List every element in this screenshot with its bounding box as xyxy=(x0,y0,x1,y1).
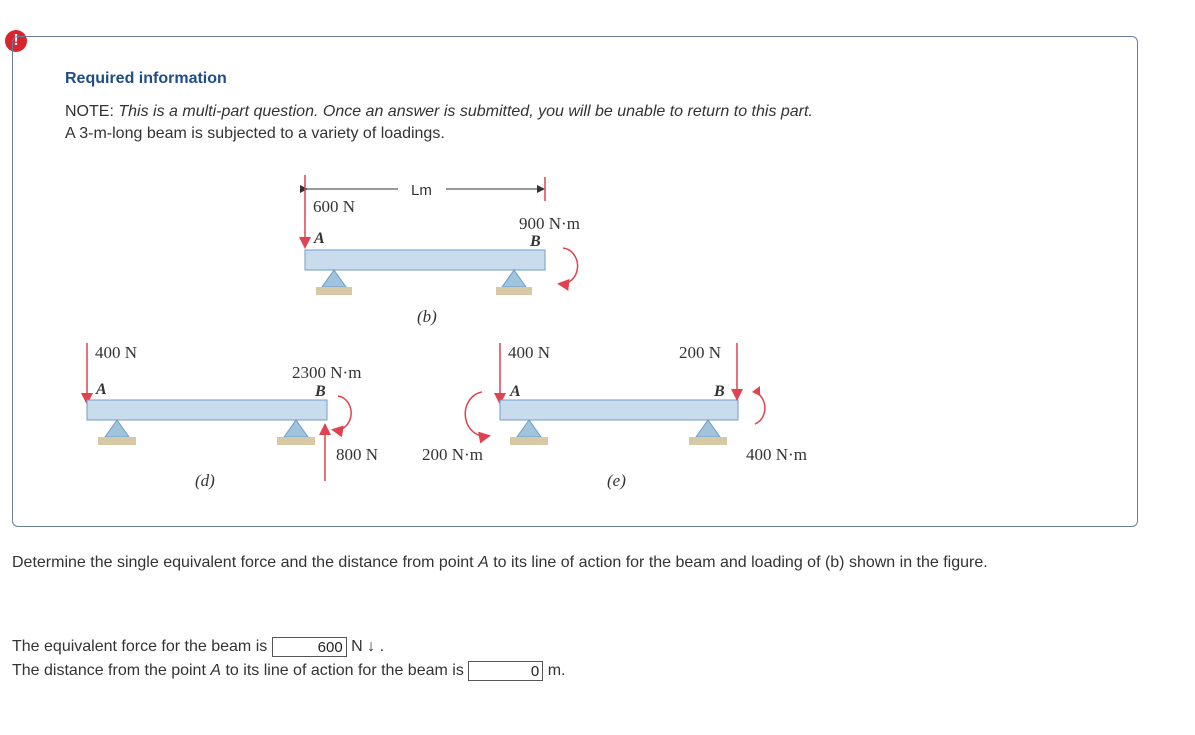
force-label-400n-e: 400 N xyxy=(508,343,551,362)
moment-arrow-200nm xyxy=(465,392,488,436)
force-answer-field[interactable]: 600 xyxy=(272,637,347,657)
point-a-label: A xyxy=(314,230,325,247)
moment-arrow-2300nm xyxy=(334,396,351,430)
point-b-label-d: B xyxy=(315,383,326,400)
problem-description: A 3-m-long beam is subjected to a variety of loadings. xyxy=(65,125,445,142)
ground-left-b xyxy=(316,287,352,295)
moment-arrow-900nm xyxy=(560,248,578,284)
point-a-label-d: A xyxy=(96,381,107,398)
ground-right-d xyxy=(277,437,315,445)
support-left-d xyxy=(105,420,129,437)
moment-label-2300nm: 2300 N·m xyxy=(292,363,362,382)
answer-distance-unit: m. xyxy=(547,662,566,680)
ground-left-e xyxy=(510,437,548,445)
answer-distance-row xyxy=(12,661,566,681)
answer-force-unit: N ↓ . xyxy=(351,638,385,656)
distance-answer-field[interactable]: 0 xyxy=(468,661,543,681)
force-label-800n: 800 N xyxy=(336,445,379,464)
answer-force-row xyxy=(12,637,384,657)
question-part2: to its line of action for the beam and loading of (b) shown in the figure. xyxy=(493,554,988,571)
caption-b: (b) xyxy=(417,307,437,326)
beam-b xyxy=(305,250,545,270)
support-left-e xyxy=(517,420,541,437)
moment-label-900nm: 900 N·m xyxy=(519,214,580,233)
question-part1: Determine the single equivalent force and the distance from point xyxy=(12,554,474,571)
required-info-title: Required information xyxy=(65,70,227,87)
support-right-b xyxy=(502,270,526,287)
support-right-e xyxy=(696,420,720,437)
force-label-400n-d: 400 N xyxy=(95,343,138,362)
dimension-label: Lm xyxy=(411,182,432,199)
support-right-d xyxy=(284,420,308,437)
ground-left-d xyxy=(98,437,136,445)
answer-distance-point: A xyxy=(210,662,222,680)
answer-distance-prefix2: to its line of action for the beam is xyxy=(225,662,464,680)
force-label-200n: 200 N xyxy=(679,343,722,362)
note-body: This is a multi-part question. Once an answer is submitted, you will be unable to return to this part. xyxy=(118,103,813,120)
moment-label-400nm: 400 N·m xyxy=(746,445,807,464)
beam-e xyxy=(500,400,738,420)
answer-force-prefix: The equivalent force for the beam is xyxy=(12,638,268,656)
figure-e xyxy=(422,343,807,490)
caption-d: (d) xyxy=(195,471,215,490)
caption-e: (e) xyxy=(607,471,626,490)
support-left-b xyxy=(322,270,346,287)
point-b-label-e: B xyxy=(714,383,725,400)
point-a-label-e: A xyxy=(510,383,521,400)
ground-right-e xyxy=(689,437,727,445)
force-label-600n: 600 N xyxy=(313,197,356,216)
beam-d xyxy=(87,400,327,420)
ground-right-b xyxy=(496,287,532,295)
question-text xyxy=(12,552,1122,573)
note-label: NOTE: xyxy=(65,103,114,120)
point-b-label: B xyxy=(530,233,541,250)
figure-b xyxy=(305,175,580,326)
question-point: A xyxy=(478,554,489,571)
answer-distance-prefix1: The distance from the point xyxy=(12,662,206,680)
moment-arrow-400nm xyxy=(755,392,765,424)
moment-arrowhead-400nm xyxy=(752,386,760,396)
alert-icon: ! xyxy=(5,30,27,52)
moment-label-200nm: 200 N·m xyxy=(422,445,483,464)
figure-d xyxy=(87,343,378,490)
